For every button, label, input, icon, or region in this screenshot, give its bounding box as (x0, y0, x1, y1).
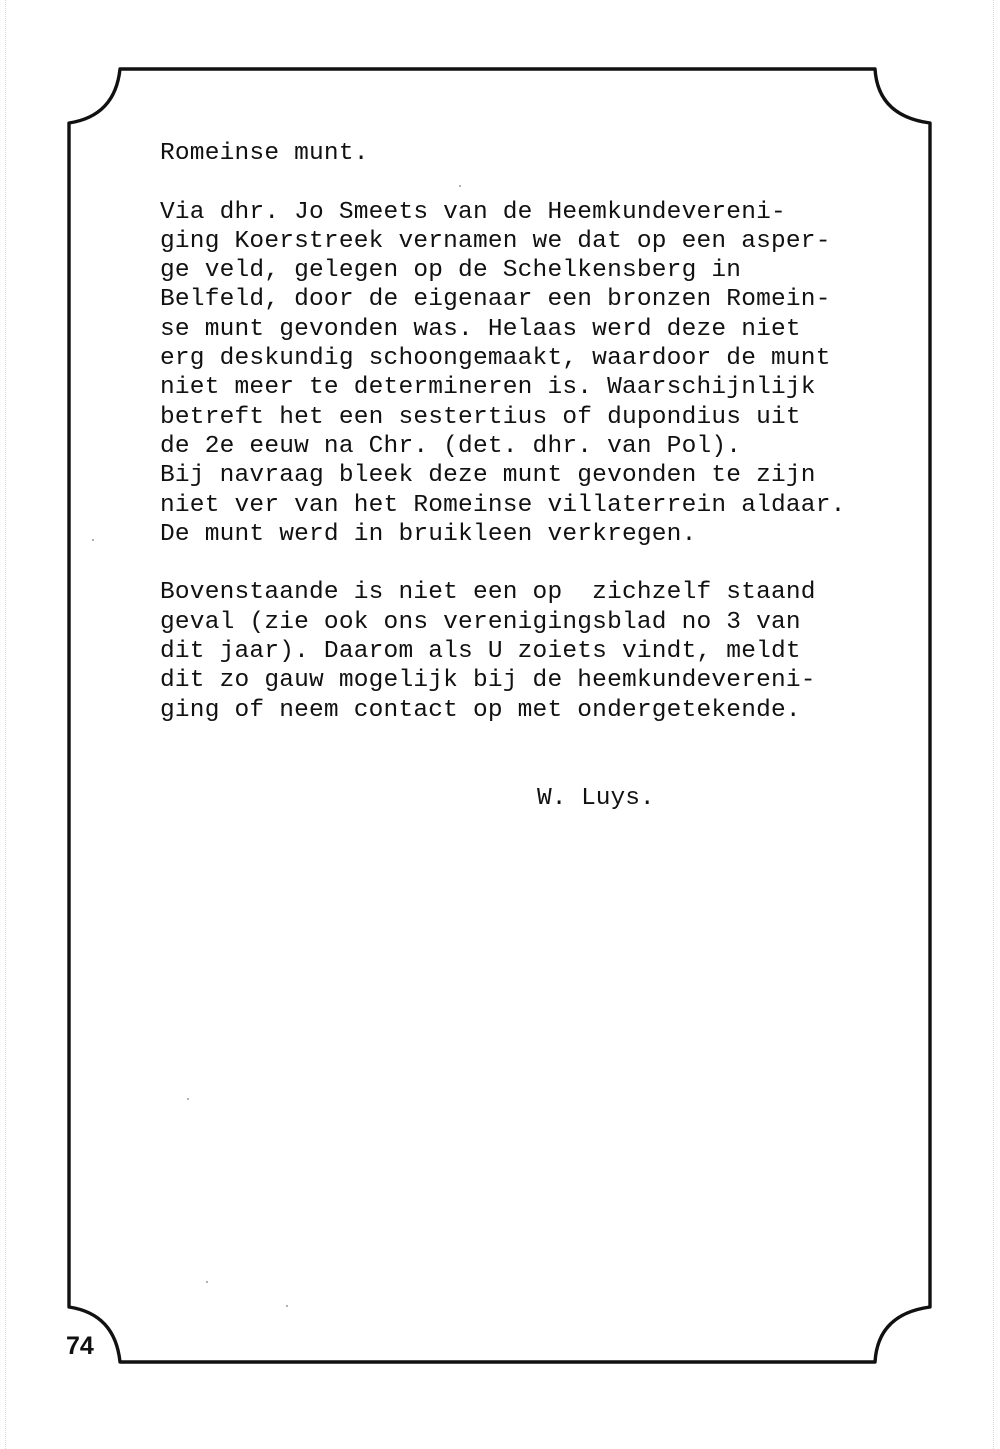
paragraph-2 (160, 578, 920, 724)
paragraph-line: geval (zie ook ons verenigingsblad no 3 van (160, 608, 801, 636)
paragraph-line: niet meer te determineren is. Waarschijnlijk (160, 374, 816, 402)
paragraph-line: niet ver van het Romeinse villaterrein aldaar. (160, 491, 846, 519)
paragraph-line: Bovenstaande is niet een op zichzelf staand (160, 579, 816, 607)
paragraph-1 (160, 198, 920, 550)
scan-speck (92, 539, 94, 541)
scan-speck (187, 1098, 189, 1100)
article-body (160, 139, 920, 725)
paragraph-line: dit jaar). Daarom als U zoiets vindt, meldt (160, 638, 801, 666)
paragraph-line: De munt werd in bruikleen verkregen. (160, 520, 697, 548)
paragraph-line: Via dhr. Jo Smeets van de Heemkundevereni- (160, 198, 786, 226)
paragraph-line: Bij navraag bleek deze munt gevonden te zijn (160, 462, 816, 490)
article-title: Romeinse munt. (160, 140, 369, 167)
scan-speck (206, 1281, 208, 1283)
paragraph-line: betreft het een sestertius of dupondius uit (160, 403, 801, 431)
paragraph-line: ging Koerstreek vernamen we dat op een asper- (160, 227, 831, 255)
paragraph-line: Belfeld, door de eigenaar een bronzen Romein- (160, 286, 831, 314)
paragraph-line: erg deskundig schoongemaakt, waardoor de munt (160, 345, 831, 373)
blank-line (160, 168, 920, 197)
blank-line (160, 549, 920, 578)
scan-speck (459, 185, 461, 187)
paragraph-line: dit zo gauw mogelijk bij de heemkundevereni- (160, 667, 816, 695)
paragraph-line: se munt gevonden was. Helaas werd deze niet (160, 315, 801, 343)
paragraph-line: ge veld, gelegen op de Schelkensberg in (160, 257, 742, 285)
page-number: 74 (66, 1332, 94, 1360)
paragraph-line: ging of neem contact op met ondergetekende. (160, 696, 801, 724)
scan-speck (286, 1305, 288, 1307)
signature: W. Luys. (537, 785, 655, 812)
paragraph-line: de 2e eeuw na Chr. (det. dhr. van Pol). (160, 432, 742, 460)
